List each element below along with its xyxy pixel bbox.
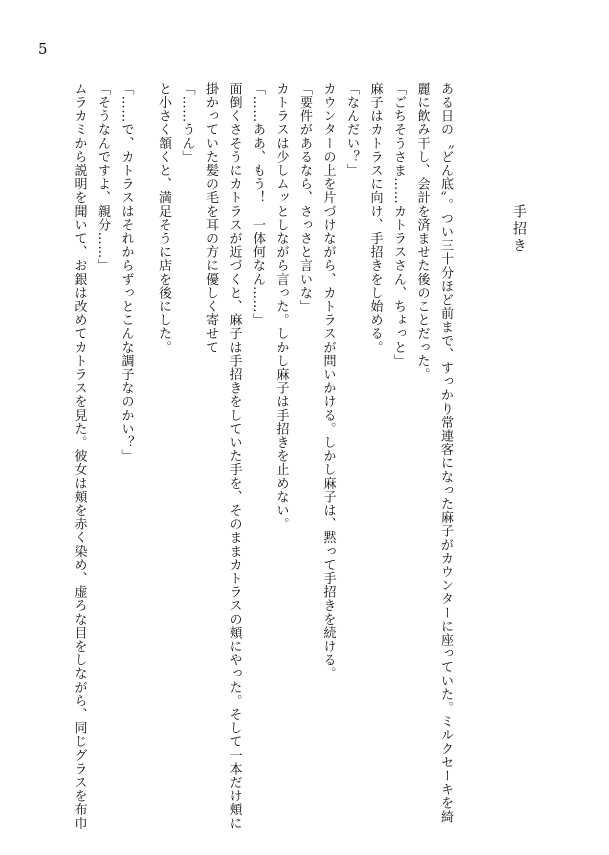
body-text [67,82,457,830]
scene-break [138,82,152,802]
text-line: カウンターの上を片づけながら、カトラスが問いかける。しかし麻子は、黙って手招きを続ける。 [320,82,336,681]
page-number: 5 [38,40,48,58]
chapter-title: 手招き [511,204,527,255]
text-line: ある日の〝どん底〟。つい三十分ほど前まで、すっかり常連客になった麻子がカウンターに座っていた。ミルクセーキを綺 [438,82,453,824]
text-line: 「そうなんですよ、親分……」 [95,82,110,273]
text-line: と小さく頷くと、満足そうに店を後にした。 [156,82,171,354]
text-line: ムラカミから説明を聞いて、お銀は改めてカトラスを見た。彼女は頬を赤く染め、虚ろな目をしながら、同じグラスを布巾 [71,82,87,830]
text-line: 「……で、カトラスはそれからずっとこんな調子なのかい？」 [118,82,134,463]
text-line: 麻子はカトラスに向け、手招きをし始める。 [367,82,383,354]
text-line: 「ごちそうさま……カトラスさん、ちょっと」 [391,82,406,368]
text-line: 「……ああ、もう！ 一体何なん……」 [250,82,265,327]
text-line: 「要件があるなら、さっさと言いな」 [297,82,312,314]
text-line: 面倒くさそうにカトラスが近づくと、麻子は手招きをしていた手を、そのままカトラスの頬にやった。そして一本だけ頬に [226,82,242,830]
text-line: 掛かっていた髪の毛を耳の方に優しく寄せて [203,82,218,354]
text-line: カトラスは少しムッとしながら言った。しかし麻子は手招きを止めない。 [273,82,289,531]
text-line: 「……うん」 [179,82,195,164]
text-line: 麗に飲み干し、会計を済ませた後のことだった。 [414,82,430,382]
text-line: 「なんだい？」 [344,82,359,178]
